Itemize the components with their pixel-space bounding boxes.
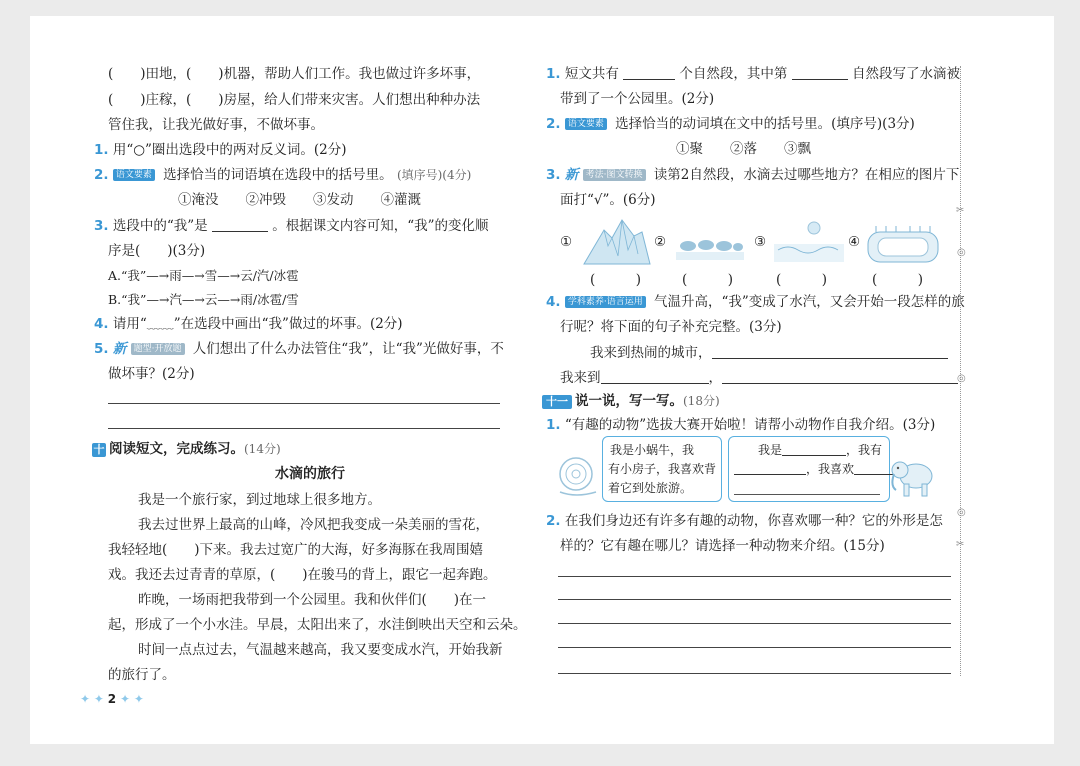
q-text: 选择恰当的词语填在选段中的括号里。 (163, 167, 393, 183)
answer-blank[interactable] (601, 369, 709, 384)
check-box-3[interactable]: ( ) (776, 272, 828, 288)
q3-line-2: 序是( )(3分) (108, 243, 206, 259)
star-icon: ✦ ✦ (119, 692, 144, 706)
elephant-line-2 (734, 460, 894, 478)
q-note: (填序号)(4分) (396, 168, 472, 182)
q-number: 3. (94, 218, 109, 234)
r-question-2 (546, 115, 915, 133)
r-q3-line-2: 面打“√”。(6分) (560, 192, 656, 208)
comma: ， (708, 370, 722, 386)
elephant-line-1 (758, 441, 882, 459)
answer-blank[interactable] (212, 217, 268, 232)
page-number-footer (80, 690, 144, 708)
answer-line[interactable] (558, 647, 951, 648)
pic-label-4: ④ (848, 234, 861, 250)
q-text: 请用“ (112, 316, 147, 332)
r-q4-line-2: 行呢？将下面的句子补充完整。(3分) (560, 319, 782, 335)
question-2 (94, 166, 471, 184)
snail-picture (556, 454, 600, 500)
tag-badge: 考法·图文转换 (583, 169, 646, 181)
snail-line: 我是小蜗牛，我 (610, 443, 695, 457)
story-line: 起，形成了一个小水洼。早晨，太阳出来了，水洼倒映出天空和云朵。 (108, 617, 527, 633)
q2-options: ①淹没 ②冲毁 ③发动 ④灌溉 (178, 192, 421, 208)
tag-badge: 语文要素 (113, 169, 155, 181)
mountain-picture (582, 216, 652, 266)
new-badge-icon: 新 (564, 167, 579, 183)
star-icon: ✦ ✦ (80, 692, 104, 706)
q-number: 1. (94, 142, 109, 158)
w-question-1 (546, 416, 935, 434)
answer-line[interactable] (558, 576, 951, 577)
answer-blank[interactable] (792, 65, 848, 80)
q3-option-a[interactable]: A.“我”—→雨—→雪—→云/汽/冰雹 (108, 268, 299, 283)
check-box-2[interactable]: ( ) (682, 272, 734, 288)
elephant-picture (890, 454, 936, 500)
pic-label-3: ③ (754, 234, 767, 250)
section-title: 说一说，写一写。 (575, 393, 683, 409)
answer-blank[interactable] (854, 460, 894, 475)
story-line: 昨晚，一场雨把我带到一个公园里。我和伙伴们( )在一 (138, 592, 487, 608)
binding-mark-icon: ◎ (957, 373, 966, 384)
bubble-text: ，我喜欢 (806, 462, 855, 476)
q-number: 1. (546, 66, 561, 82)
sentence-text: 我来到 (560, 370, 601, 386)
q-number: 3. (546, 167, 561, 183)
page-number: 2 (107, 692, 117, 706)
q5-line-2: 做坏事？(2分) (108, 366, 195, 382)
tag-badge: 学科素养·语言运用 (565, 296, 646, 308)
answer-line[interactable] (734, 494, 880, 495)
q-text: 读第2自然段，水滴去过哪些地方？在相应的图片下 (653, 167, 960, 183)
section-icon: 十 (93, 443, 105, 456)
binding-mark-icon: ◎ (957, 247, 966, 258)
answer-line[interactable] (558, 623, 951, 624)
section-reading (92, 440, 281, 458)
story-line: 戏。我还去过青青的草原，( )在骏马的背上，跟它一起奔跑。 (108, 567, 497, 583)
question-3 (94, 217, 489, 235)
q-text: 人们想出了什么办法管住“我”，让“我”光做好事，不 (192, 341, 504, 357)
binding-mark-icon: ✂ (956, 539, 965, 550)
intro-line-2: ( )庄稼，( )房屋，给人们带来灾害。人们想出种种办法 (108, 92, 481, 108)
check-box-1[interactable]: ( ) (590, 272, 642, 288)
q-text: 在我们身边还有许多有趣的动物，你喜欢哪一种？它的外形是怎 (564, 513, 943, 529)
answer-blank[interactable] (623, 65, 675, 80)
intro-line-1: ( )田地，( )机器，帮助人们工作。我也做过许多坏事， (108, 66, 481, 82)
sea-picture (774, 220, 844, 264)
answer-line[interactable] (108, 428, 500, 429)
q-text: 自然段写了水滴被 (852, 66, 961, 82)
snail-line: 有小房子，我喜欢背 (608, 462, 717, 476)
pic-label-2: ② (654, 234, 667, 250)
story-line: 我是一个旅行家，到过地球上很多地方。 (138, 492, 381, 508)
tag-badge: 题型·开放题 (131, 343, 185, 355)
story-line: 我轻轻地( )下来。我去过宽广的大海，好多海豚在我周围嬉 (108, 542, 484, 558)
question-1 (94, 141, 347, 159)
w2-line-2: 样的？它有趣在哪儿？请选择一种动物来介绍。(15分) (560, 538, 885, 554)
q-text: 用“○”圈出选段中的两对反义词。(2分) (112, 142, 347, 158)
binding-mark-icon: ◎ (957, 507, 966, 518)
q-number: 4. (546, 294, 561, 310)
r-q2-options: ①聚 ②落 ③飘 (676, 141, 811, 157)
r-question-4 (546, 293, 965, 311)
question-5 (94, 340, 504, 358)
q-text: 选段中的“我”是 (112, 218, 208, 234)
q-number: 4. (94, 316, 109, 332)
q3-option-b[interactable]: B.“我”—→汽—→云—→雨/冰雹/雪 (108, 292, 299, 307)
wave-line-icon: ﹏﹏ (146, 316, 174, 332)
r-question-1 (546, 65, 960, 83)
q-number: 5. (94, 341, 109, 357)
check-box-4[interactable]: ( ) (872, 272, 924, 288)
snail-line: 着它到处旅游。 (608, 481, 693, 495)
section-title: 阅读短文，完成练习。 (109, 441, 244, 457)
intro-line-3: 管住我，让我光做好事，不做坏事。 (108, 117, 324, 133)
bubble-text: ，我有 (846, 443, 883, 457)
worksheet-page (30, 16, 1054, 744)
r-question-3 (546, 166, 959, 184)
pic-label-1: ① (560, 234, 573, 250)
q-text: 。根据课文内容可知，“我”的变化顺 (272, 218, 489, 234)
q-text: 短文共有 (564, 66, 619, 82)
story-line: 我去过世界上最高的山峰，冷风把我变成一朵美丽的雪花， (138, 517, 489, 533)
answer-blank[interactable] (734, 460, 806, 475)
answer-blank[interactable] (712, 344, 948, 359)
answer-blank[interactable] (722, 369, 958, 384)
q-text: ”在选段中画出“我”做过的坏事。(2分) (173, 316, 403, 332)
r-q4-sentence-2 (560, 369, 958, 387)
q-number: 2. (546, 513, 561, 529)
q-text: “有趣的动物”选拔大赛开始啦！请帮小动物作自我介绍。(3分) (564, 417, 936, 433)
new-badge-icon: 新 (112, 341, 127, 357)
w-question-2 (546, 512, 943, 530)
q-number: 2. (546, 116, 561, 132)
r-q4-sentence-1 (590, 344, 948, 362)
r-q1-line-2: 带到了一个公园里。(2分) (560, 91, 715, 107)
answer-line[interactable] (558, 673, 951, 674)
q-text: 个自然段，其中第 (679, 66, 788, 82)
story-line: 的旅行了。 (108, 667, 176, 683)
q-text: 气温升高，“我”变成了水汽，又会开始一段怎样的旅 (654, 294, 965, 310)
section-icon: 十一 (542, 395, 572, 409)
binding-mark-icon: ✂ (956, 205, 965, 216)
section-score: (18分) (683, 394, 720, 408)
section-speak-write (542, 392, 720, 410)
park-picture (866, 224, 940, 264)
answer-line[interactable] (558, 599, 951, 600)
question-4 (94, 315, 403, 333)
story-line: 时间一点点过去，气温越来越高，我又要变成水汽，开始我新 (138, 642, 503, 658)
horses-picture (676, 230, 744, 262)
section-score: (14分) (244, 442, 281, 456)
story-title: 水滴的旅行 (275, 466, 345, 482)
q-number: 1. (546, 417, 561, 433)
bubble-text: 我是 (758, 443, 783, 457)
sentence-text: 我来到热闹的城市， (590, 345, 712, 361)
q-number: 2. (94, 167, 109, 183)
tag-badge: 语文要素 (565, 118, 607, 130)
answer-blank[interactable] (782, 441, 846, 456)
answer-line[interactable] (108, 403, 500, 404)
q-text: 选择恰当的动词填在文中的括号里。(填序号)(3分) (615, 116, 915, 132)
